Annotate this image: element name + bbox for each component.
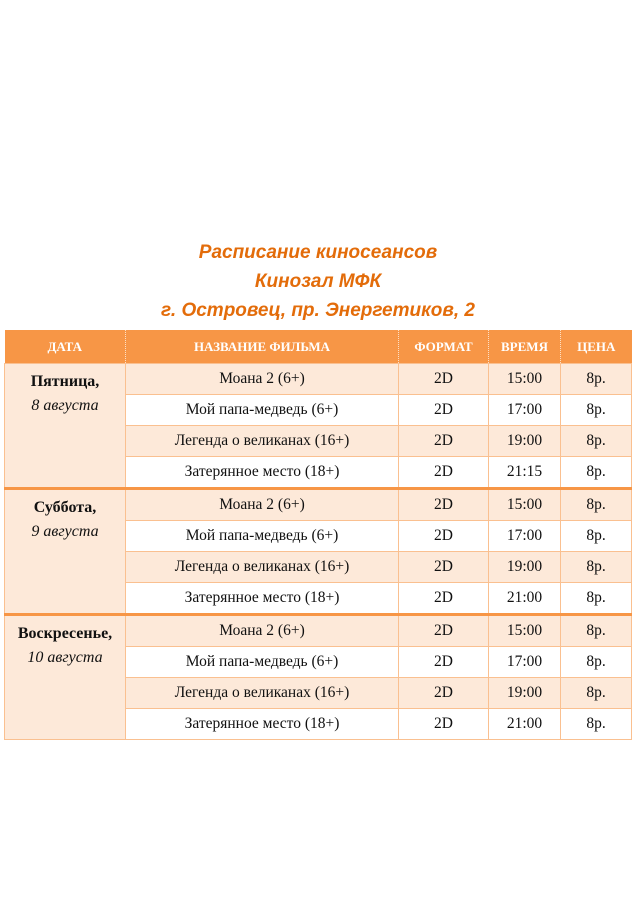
day-date: 9 августа — [31, 523, 99, 540]
format-cell: 2D — [399, 426, 489, 457]
film-cell: Легенда о великанах (16+) — [126, 678, 399, 709]
time-cell: 15:00 — [489, 489, 561, 521]
format-cell: 2D — [399, 678, 489, 709]
table-row — [5, 364, 632, 395]
table-row — [5, 615, 632, 647]
title-line-3: г. Островец, пр. Энергетиков, 2 — [161, 300, 475, 321]
format-cell: 2D — [399, 395, 489, 426]
format-cell: 2D — [399, 489, 489, 521]
film-cell: Мой папа-медведь (6+) — [126, 521, 399, 552]
film-cell: Моана 2 (6+) — [126, 364, 399, 395]
price-cell: 8р. — [561, 615, 632, 647]
time-cell: 19:00 — [489, 552, 561, 583]
time-cell: 21:00 — [489, 709, 561, 740]
price-cell: 8р. — [561, 647, 632, 678]
schedule-table — [4, 330, 632, 740]
format-cell: 2D — [399, 709, 489, 740]
film-cell: Легенда о великанах (16+) — [126, 552, 399, 583]
header-time: ВРЕМЯ — [489, 330, 561, 364]
format-cell: 2D — [399, 583, 489, 615]
price-cell: 8р. — [561, 426, 632, 457]
header-film: НАЗВАНИЕ ФИЛЬМА — [126, 330, 399, 364]
day-date: 8 августа — [31, 397, 99, 414]
time-cell: 15:00 — [489, 364, 561, 395]
time-cell: 17:00 — [489, 395, 561, 426]
time-cell: 21:15 — [489, 457, 561, 489]
film-cell: Затерянное место (18+) — [126, 709, 399, 740]
price-cell: 8р. — [561, 521, 632, 552]
time-cell: 21:00 — [489, 583, 561, 615]
price-cell: 8р. — [561, 395, 632, 426]
price-cell: 8р. — [561, 709, 632, 740]
price-cell: 8р. — [561, 364, 632, 395]
film-cell: Легенда о великанах (16+) — [126, 426, 399, 457]
format-cell: 2D — [399, 457, 489, 489]
film-cell: Затерянное место (18+) — [126, 457, 399, 489]
price-cell: 8р. — [561, 583, 632, 615]
title-line-1: Расписание киносеансов — [198, 242, 438, 263]
film-cell: Моана 2 (6+) — [126, 489, 399, 521]
header-row — [5, 330, 632, 364]
day-group-friday — [5, 364, 632, 489]
price-cell: 8р. — [561, 457, 632, 489]
day-group-saturday — [5, 489, 632, 615]
time-cell: 17:00 — [489, 647, 561, 678]
day-name: Воскресенье, — [17, 625, 113, 642]
date-cell — [5, 364, 126, 489]
header-price: ЦЕНА — [561, 330, 632, 364]
header-date: ДАТА — [5, 330, 126, 364]
film-cell: Затерянное место (18+) — [126, 583, 399, 615]
table-row — [5, 489, 632, 521]
film-cell: Мой папа-медведь (6+) — [126, 647, 399, 678]
day-name: Пятница, — [30, 373, 100, 390]
time-cell: 15:00 — [489, 615, 561, 647]
format-cell: 2D — [399, 647, 489, 678]
header-format: ФОРМАТ — [399, 330, 489, 364]
day-group-sunday — [5, 615, 632, 740]
title-line-2: Кинозал МФК — [254, 271, 382, 292]
time-cell: 19:00 — [489, 678, 561, 709]
day-date: 10 августа — [27, 649, 103, 666]
time-cell: 19:00 — [489, 426, 561, 457]
schedule-title — [0, 238, 636, 325]
film-cell: Мой папа-медведь (6+) — [126, 395, 399, 426]
price-cell: 8р. — [561, 678, 632, 709]
date-cell — [5, 615, 126, 740]
film-cell: Моана 2 (6+) — [126, 615, 399, 647]
format-cell: 2D — [399, 552, 489, 583]
price-cell: 8р. — [561, 552, 632, 583]
format-cell: 2D — [399, 521, 489, 552]
day-name: Суббота, — [33, 499, 97, 516]
format-cell: 2D — [399, 364, 489, 395]
format-cell: 2D — [399, 615, 489, 647]
date-cell — [5, 489, 126, 615]
price-cell: 8р. — [561, 489, 632, 521]
time-cell: 17:00 — [489, 521, 561, 552]
